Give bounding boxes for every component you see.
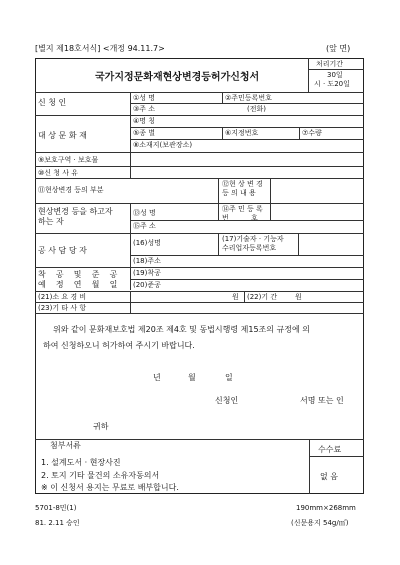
recipient-label: 귀하 — [93, 422, 109, 431]
date-month: 월 — [188, 373, 196, 382]
change-part-label: ⑪현상변경 등의 부분 — [38, 186, 104, 194]
footer-approval: 81. 2.11 승인 — [35, 519, 80, 527]
heritage-section-label: 대 상 문 화 재 — [38, 131, 87, 140]
protection-zone-label: ⑨보호구역 · 보호물 — [38, 156, 99, 164]
applicant-section-label: 신 청 인 — [38, 98, 67, 107]
start-date-label: (19)착공 — [133, 269, 161, 277]
applicant-address-label: ③주 소 — [133, 105, 156, 113]
signature-label: 서명 또는 인 — [300, 396, 344, 405]
period-unit: 원 — [295, 293, 302, 301]
fee-label: 수수료 — [318, 445, 342, 454]
fee-value: 없 음 — [320, 472, 338, 481]
footer-size: 190mm×268mm — [296, 504, 356, 512]
statement-line2: 하여 신청하오니 허가하여 주시기 바랍니다. — [43, 341, 195, 350]
footer-paper: (신문용지 54g/㎡) — [291, 519, 349, 527]
statement-line1: 위와 같이 문화재보호법 제20조 제4호 및 동법시행령 제15조의 규정에 의 — [53, 325, 310, 334]
period-label: (22)기 간 — [247, 293, 278, 301]
manager-name-label: (16)성명 — [133, 239, 161, 247]
date-year: 년 — [153, 373, 161, 382]
attachment-item-1: 1. 설계도서 · 현장사진 — [41, 458, 121, 467]
processing-days: 30일 — [327, 71, 343, 79]
heritage-name-label: ④명 칭 — [133, 117, 156, 125]
processing-label: 처리기간 — [316, 60, 344, 68]
designation-number-label: ⑥지정번호 — [225, 129, 259, 137]
cost-label: (21)소 요 경 비 — [38, 293, 87, 301]
finish-date-label: (20)준공 — [133, 281, 161, 289]
other-label: (23)기 타 사 항 — [38, 304, 87, 312]
performer-resident-label: ⑭주 민 등 록 번 호 — [222, 205, 263, 222]
manager-section-label: 공 사 담 당 자 — [38, 246, 87, 255]
performer-label: 현상변경 등을 하고자 하는 자 — [38, 207, 113, 226]
processing-note: 시 · 도20일 — [314, 80, 350, 88]
quantity-label: ⑦수량 — [302, 129, 322, 137]
applicant-phone-label: (전화) — [247, 105, 266, 113]
heritage-type-label: ⑤종 별 — [133, 129, 156, 137]
manager-license-label: (17)기술자 · 기능자 수리업자등록번호 — [222, 235, 284, 252]
performer-address-label: ⑮주 소 — [133, 222, 156, 230]
form-title: 국가지정문화재현상변경등허가신청서 — [95, 72, 260, 83]
location-label: ⑧소재지(보관장소) — [133, 141, 193, 149]
attachment-note: ※ 이 신청서 용지는 무료로 배부합니다. — [41, 483, 179, 492]
applicant-sign-label: 신청인 — [215, 396, 239, 405]
cost-unit: 원 — [232, 293, 239, 301]
change-content-label: ⑫현 상 변 경 등 의 내 용 — [222, 180, 263, 197]
attachment-item-2: 2. 토지 기타 물건의 소유자동의서 — [41, 471, 160, 480]
applicant-name-label: ①성 명 — [133, 94, 156, 102]
attachments-title: 첨부서류 — [50, 441, 81, 450]
reason-label: ⑩신 청 사 유 — [38, 169, 78, 177]
date-day: 일 — [225, 373, 233, 382]
form-number: [별지 제18호서식] <개정 94.11.7> — [35, 44, 165, 53]
manager-address-label: (18)주소 — [133, 257, 161, 265]
footer-code: 5701-8민(1) — [35, 504, 77, 512]
performer-name-label: ⑬성 명 — [133, 209, 156, 217]
schedule-label: 착 공 및 준 공 예 정 연 월 일 — [38, 270, 118, 289]
resident-number-label: ②주민등록번호 — [225, 94, 272, 102]
page-side-label: (앞 면) — [326, 44, 351, 53]
